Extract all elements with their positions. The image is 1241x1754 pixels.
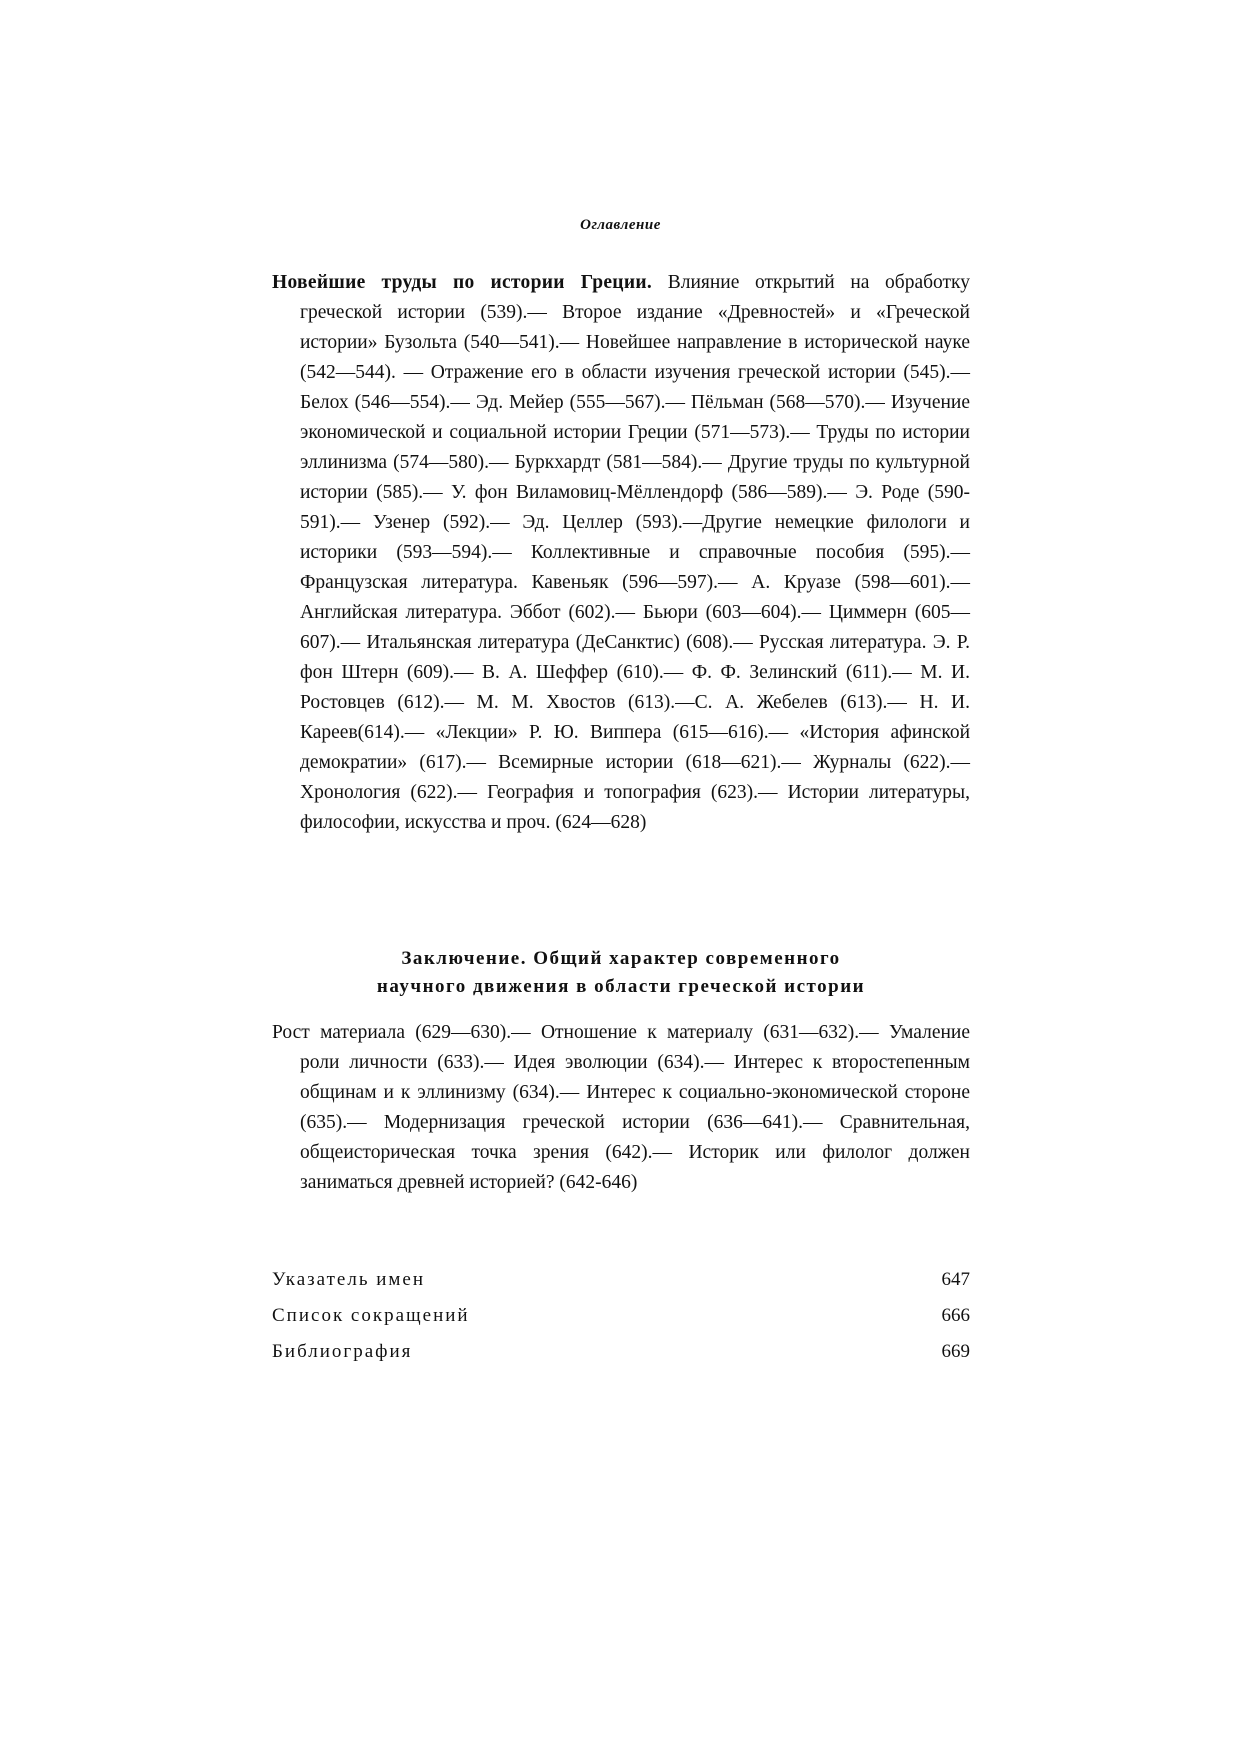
running-head: Оглавление xyxy=(580,217,661,233)
toc-list xyxy=(272,1262,970,1370)
conclusion-text: Рост материала (629—630).— Отношение к материалу (631—632).— Умаление роли личности (633).— Идея эволюции (634).— Интерес к второстепенным общинам и к эллинизму (634).— Интерес к социально-экономической стороне (635).— Модернизация греческой истории (636—641).— Сравнительная, общеисторическая точка зрения (642).— Историк или филолог должен заниматься древней историей? (642-646) xyxy=(272,1022,970,1193)
toc-label: Библиография xyxy=(272,1341,413,1362)
conclusion-body xyxy=(272,1018,970,1198)
toc-row-bibliography[interactable] xyxy=(272,1334,970,1370)
section-modern-works xyxy=(272,268,970,838)
toc-label: Список сокращений xyxy=(272,1305,470,1326)
toc-row-abbreviations[interactable] xyxy=(272,1298,970,1334)
toc-row-index[interactable] xyxy=(272,1262,970,1298)
section-lead-title: Новейшие труды по истории Греции. xyxy=(272,272,653,293)
toc-label: Указатель имен xyxy=(272,1269,426,1290)
conclusion-heading-line2: научного движения в области греческой истории xyxy=(376,976,866,997)
section-modern-works-entry xyxy=(272,268,970,838)
conclusion-heading-line1: Заключение. Общий характер современного xyxy=(401,948,841,969)
toc-page-number: 666 xyxy=(941,1305,970,1326)
toc-page-number: 669 xyxy=(941,1341,970,1362)
conclusion-heading xyxy=(272,945,970,1001)
section-modern-works-text: Влияние открытий на обработку греческой истории (539).— Второе издание «Древностей» и «Греческой истории» Бузольта (540—541).— Новейшее направление в исторической науке (542—544). — Отражение его в области изучения греческой истории (545).— Белох (546—554).— Эд. Мейер (555—567).— Пёльман (568—570).— Изучение экономической и социальной истории Греции (571—573).— Труды по истории эллинизма (574—580).— Буркхардт (581—584).— Другие труды по культурной истории (585).— У. фон Виламовиц-Мёллендорф (586—589).— Э. Роде (590-591).— Узенер (592).— Эд. Целлер (593).—Другие немецкие филологи и историки (593—594).— Коллективные и справочные пособия (595).— Французская литература. Кавеньяк (596—597).— А. Круазе (598—601).— Английская литература. Эббот (602).— Бьюри (603—604).— Циммерн (605—607).— Итальянская литература (ДеСанктис) (608).— Русская литература. Э. Р. фон Штерн (609).— В. А. Шеффер (610).— Ф. Ф. Зелинский (611).— М. И. Ростовцев (612).— М. М. Хвостов (613).—С. А. Жебелев (613).— Н. И. Кареев(614).— «Лекции» Р. Ю. Виппера (615—616).— «История афинской демократии» (617).— Всемирные истории (618—621).— Журналы (622).— Хронология (622).— География и топография (623).— Истории литературы, философии, искусства и проч. (624—628) xyxy=(300,272,971,833)
toc-page-number: 647 xyxy=(941,1269,970,1290)
